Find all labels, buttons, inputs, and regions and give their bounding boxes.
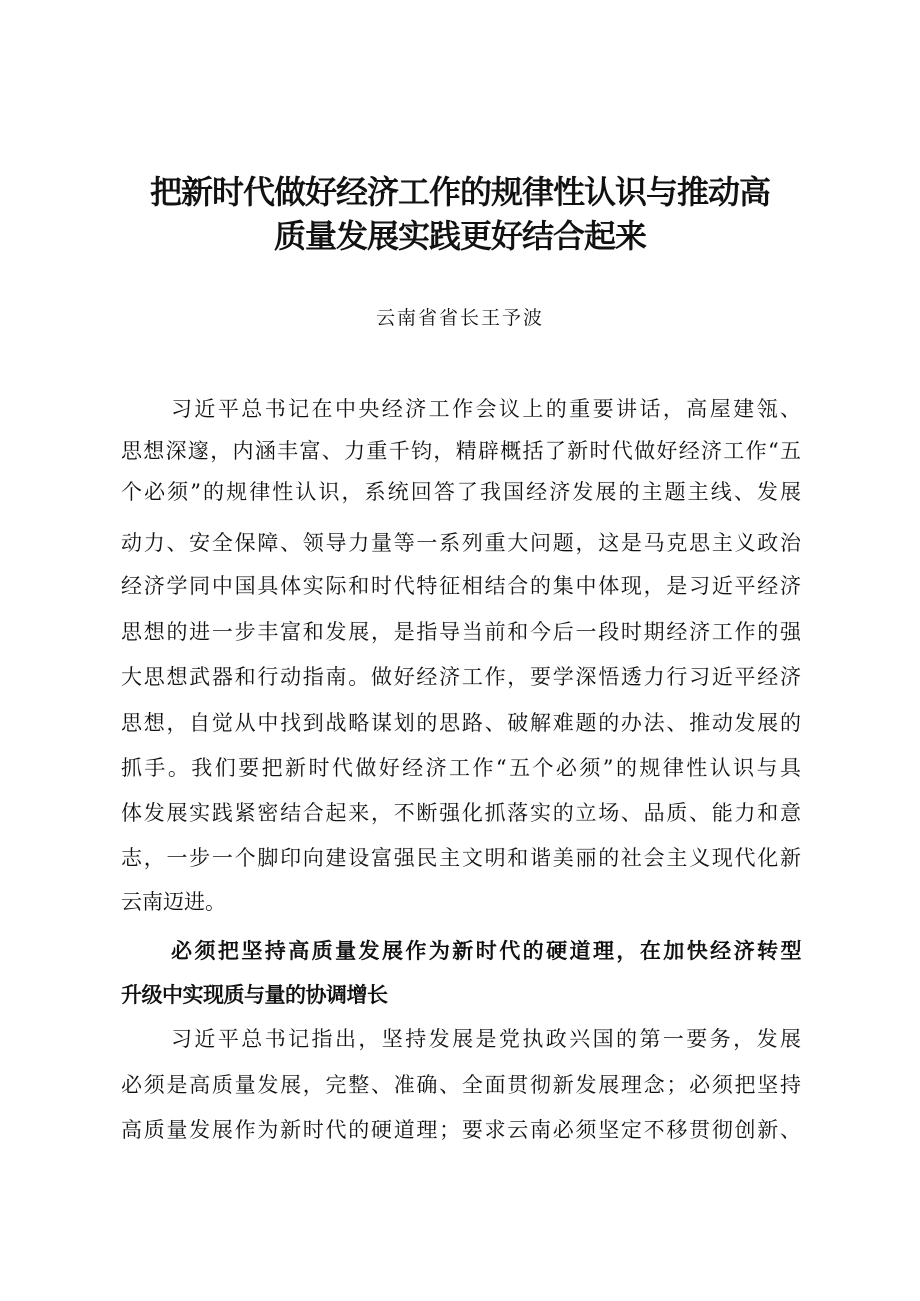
author-byline: 云南省省长王予波 [375, 307, 544, 329]
document-title-line-2: 质量发展实践更好结合起来 [273, 217, 646, 255]
paragraph-1-line: 思想的进一步丰富和发展，是指导当前和今后一段时期经济工作的强 [121, 620, 801, 644]
paragraph-1-line: 经济学同中国具体实际和时代特征相结合的集中体现，是习近平经济 [121, 574, 801, 598]
paragraph-1-line: 习近平总书记在中央经济工作会议上的重要讲话，高屋建瓴、 [171, 397, 801, 421]
document-title-line-1: 把新时代做好经济工作的规律性认识与推动高 [149, 173, 770, 211]
paragraph-2-line: 习近平总书记指出，坚持发展是党执政兴国的第一要务，发展 [171, 1027, 801, 1051]
section-heading-line-2: 升级中实现质与量的协调增长 [121, 983, 388, 1007]
paragraph-1-line: 云南迈进。 [121, 890, 226, 914]
paragraph-1-line: 体发展实践紧密结合起来，不断强化抓落实的立场、品质、能力和意 [121, 801, 801, 825]
paragraph-1-line: 大思想武器和行动指南。做好经济工作，要学深悟透力行习近平经济 [121, 665, 801, 689]
paragraph-1-line: 动力、安全保障、领导力量等一系列重大问题，这是马克思主义政治 [121, 531, 801, 555]
paragraph-2-line: 高质量发展作为新时代的硬道理；要求云南必须坚定不移贯彻创新、 [121, 1118, 801, 1142]
paragraph-1-line: 志，一步一个脚印向建设富强民主文明和谐美丽的社会主义现代化新 [121, 846, 801, 870]
paragraph-1-line: 抓手。我们要把新时代做好经济工作“五个必须”的规律性认识与具 [121, 756, 801, 780]
paragraph-2-line: 必须是高质量发展，完整、准确、全面贯彻新发展理念；必须把坚持 [121, 1073, 801, 1097]
paragraph-1-line: 思想深邃，内涵丰富、力重千钧，精辟概括了新时代做好经济工作“五 [121, 439, 801, 463]
paragraph-1-line: 思想，自觉从中找到战略谋划的思路、破解难题的办法、推动发展的 [121, 711, 801, 735]
section-heading-line-1: 必须把坚持高质量发展作为新时代的硬道理，在加快经济转型 [171, 939, 801, 963]
paragraph-1-line: 个必须”的规律性认识，系统回答了我国经济发展的主题主线、发展 [121, 480, 801, 504]
